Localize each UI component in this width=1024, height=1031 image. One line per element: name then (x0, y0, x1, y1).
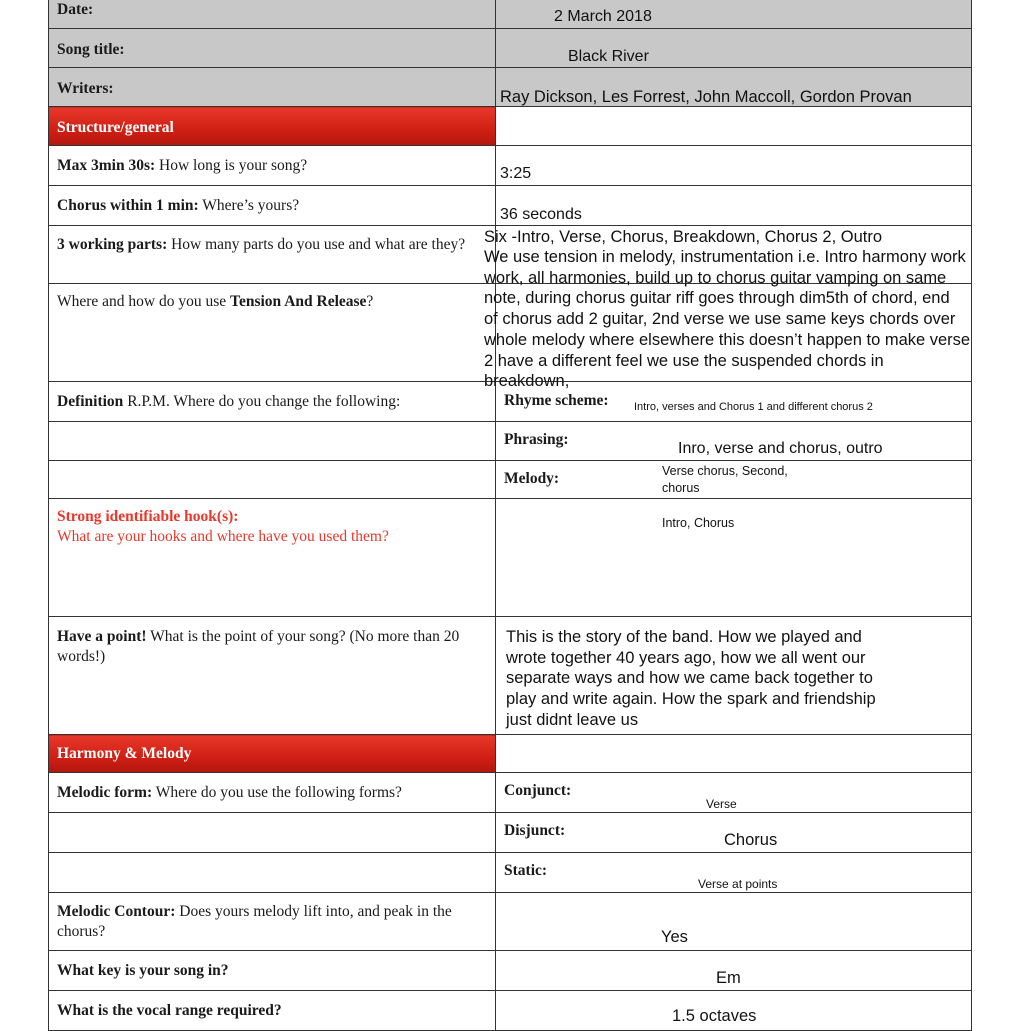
writers-label: Writers: (57, 80, 114, 97)
hooks-value: Intro, Chorus (662, 516, 735, 530)
writers-value: Ray Dickson, Les Forrest, John Maccoll, Gordon Provan (500, 88, 912, 106)
row-structure-header (49, 107, 972, 146)
song-form-table (48, 0, 972, 1031)
tension-label: Where and how do you use Tension And Release? (57, 293, 374, 310)
conjunct-value: Verse (706, 797, 737, 811)
parts-value: Six -Intro, Verse, Chorus, Breakdown, Chorus 2, Outro (484, 228, 883, 246)
row-hooks (49, 499, 972, 617)
contour-label: Melodic Contour: Does yours melody lift into, and peak in the chorus? (57, 903, 452, 940)
point-value: This is the story of the band. How we played and wrote together 40 years ago, how we all went our separate ways and how we came back together to play and write again. How the spark and friendship just didnt leave us (506, 628, 876, 729)
song-title-value: Black River (568, 48, 649, 65)
row-disjunct (49, 813, 972, 853)
static-label: Static: (504, 862, 548, 879)
row-working-parts (49, 226, 972, 284)
point-label: Have a point! What is the point of your song? (No more than 20 words!) (57, 628, 460, 665)
definition-label: Definition R.P.M. Where do you change the following: (57, 393, 401, 410)
song-title-label: Song title: (57, 41, 125, 58)
date-value: 2 March 2018 (554, 8, 652, 25)
working-parts-label: 3 working parts: How many parts do you use and what are they? (57, 236, 466, 253)
disjunct-value: Chorus (724, 831, 778, 849)
range-value: 1.5 octaves (672, 1007, 757, 1025)
row-contour (49, 893, 972, 951)
key-label: What key is your song in? (57, 962, 229, 979)
phrasing-value: Inro, verse and chorus, outro (678, 440, 883, 457)
conjunct-label: Conjunct: (504, 782, 572, 799)
row-phrasing (49, 422, 972, 461)
rhyme-scheme-label: Rhyme scheme: (504, 392, 609, 409)
melody-label: Melody: (504, 470, 560, 487)
row-key (49, 951, 972, 991)
harmony-header: Harmony & Melody (57, 745, 192, 762)
hooks-label: Strong identifiable hook(s): What are your hooks and where have you used them? (57, 508, 389, 545)
key-value: Em (716, 969, 741, 987)
chorus-time-label: Chorus within 1 min: Where’s yours? (57, 197, 300, 214)
row-range (49, 991, 972, 1031)
row-writers (49, 68, 972, 107)
melodic-form-label: Melodic form: Where do you use the following forms? (57, 784, 402, 801)
row-point (49, 617, 972, 735)
chorus-time-value: 36 seconds (500, 206, 582, 223)
tension-value: We use tension in melody, instrumentation i.e. Intro harmony work work, all harmonies, build up to chorus guitar vamping on same note, during chorus guitar riff goes through dim5th of chord, end of chorus add 2 guitar, 2nd verse we use same keys chords over whole melody where elsewhere this doesn’t happen to make verse 2 have a different feel we use the suspended chords in breakdown, (484, 248, 971, 391)
contour-value: Yes (661, 928, 688, 946)
melody-value-line2: chorus (662, 481, 700, 495)
range-label: What is the vocal range required? (57, 1002, 282, 1019)
date-label: Date: (57, 1, 94, 18)
row-max-length (49, 146, 972, 186)
row-chorus-time (49, 186, 972, 226)
row-harmony-header (49, 735, 972, 773)
length-value: 3:25 (500, 165, 532, 182)
max-length-label: Max 3min 30s: How long is your song? (57, 157, 308, 174)
static-value: Verse at points (698, 877, 778, 891)
disjunct-label: Disjunct: (504, 822, 566, 839)
row-melody (49, 461, 972, 499)
structure-header: Structure/general (57, 119, 174, 136)
phrasing-label: Phrasing: (504, 431, 569, 448)
melody-value-line1: Verse chorus, Second, (662, 464, 788, 478)
row-date (49, 0, 972, 29)
rhyme-scheme-value: Intro, verses and Chorus 1 and different chorus 2 (634, 401, 873, 413)
row-song-title (49, 29, 972, 68)
row-melodic-form (49, 773, 972, 813)
row-static (49, 853, 972, 893)
